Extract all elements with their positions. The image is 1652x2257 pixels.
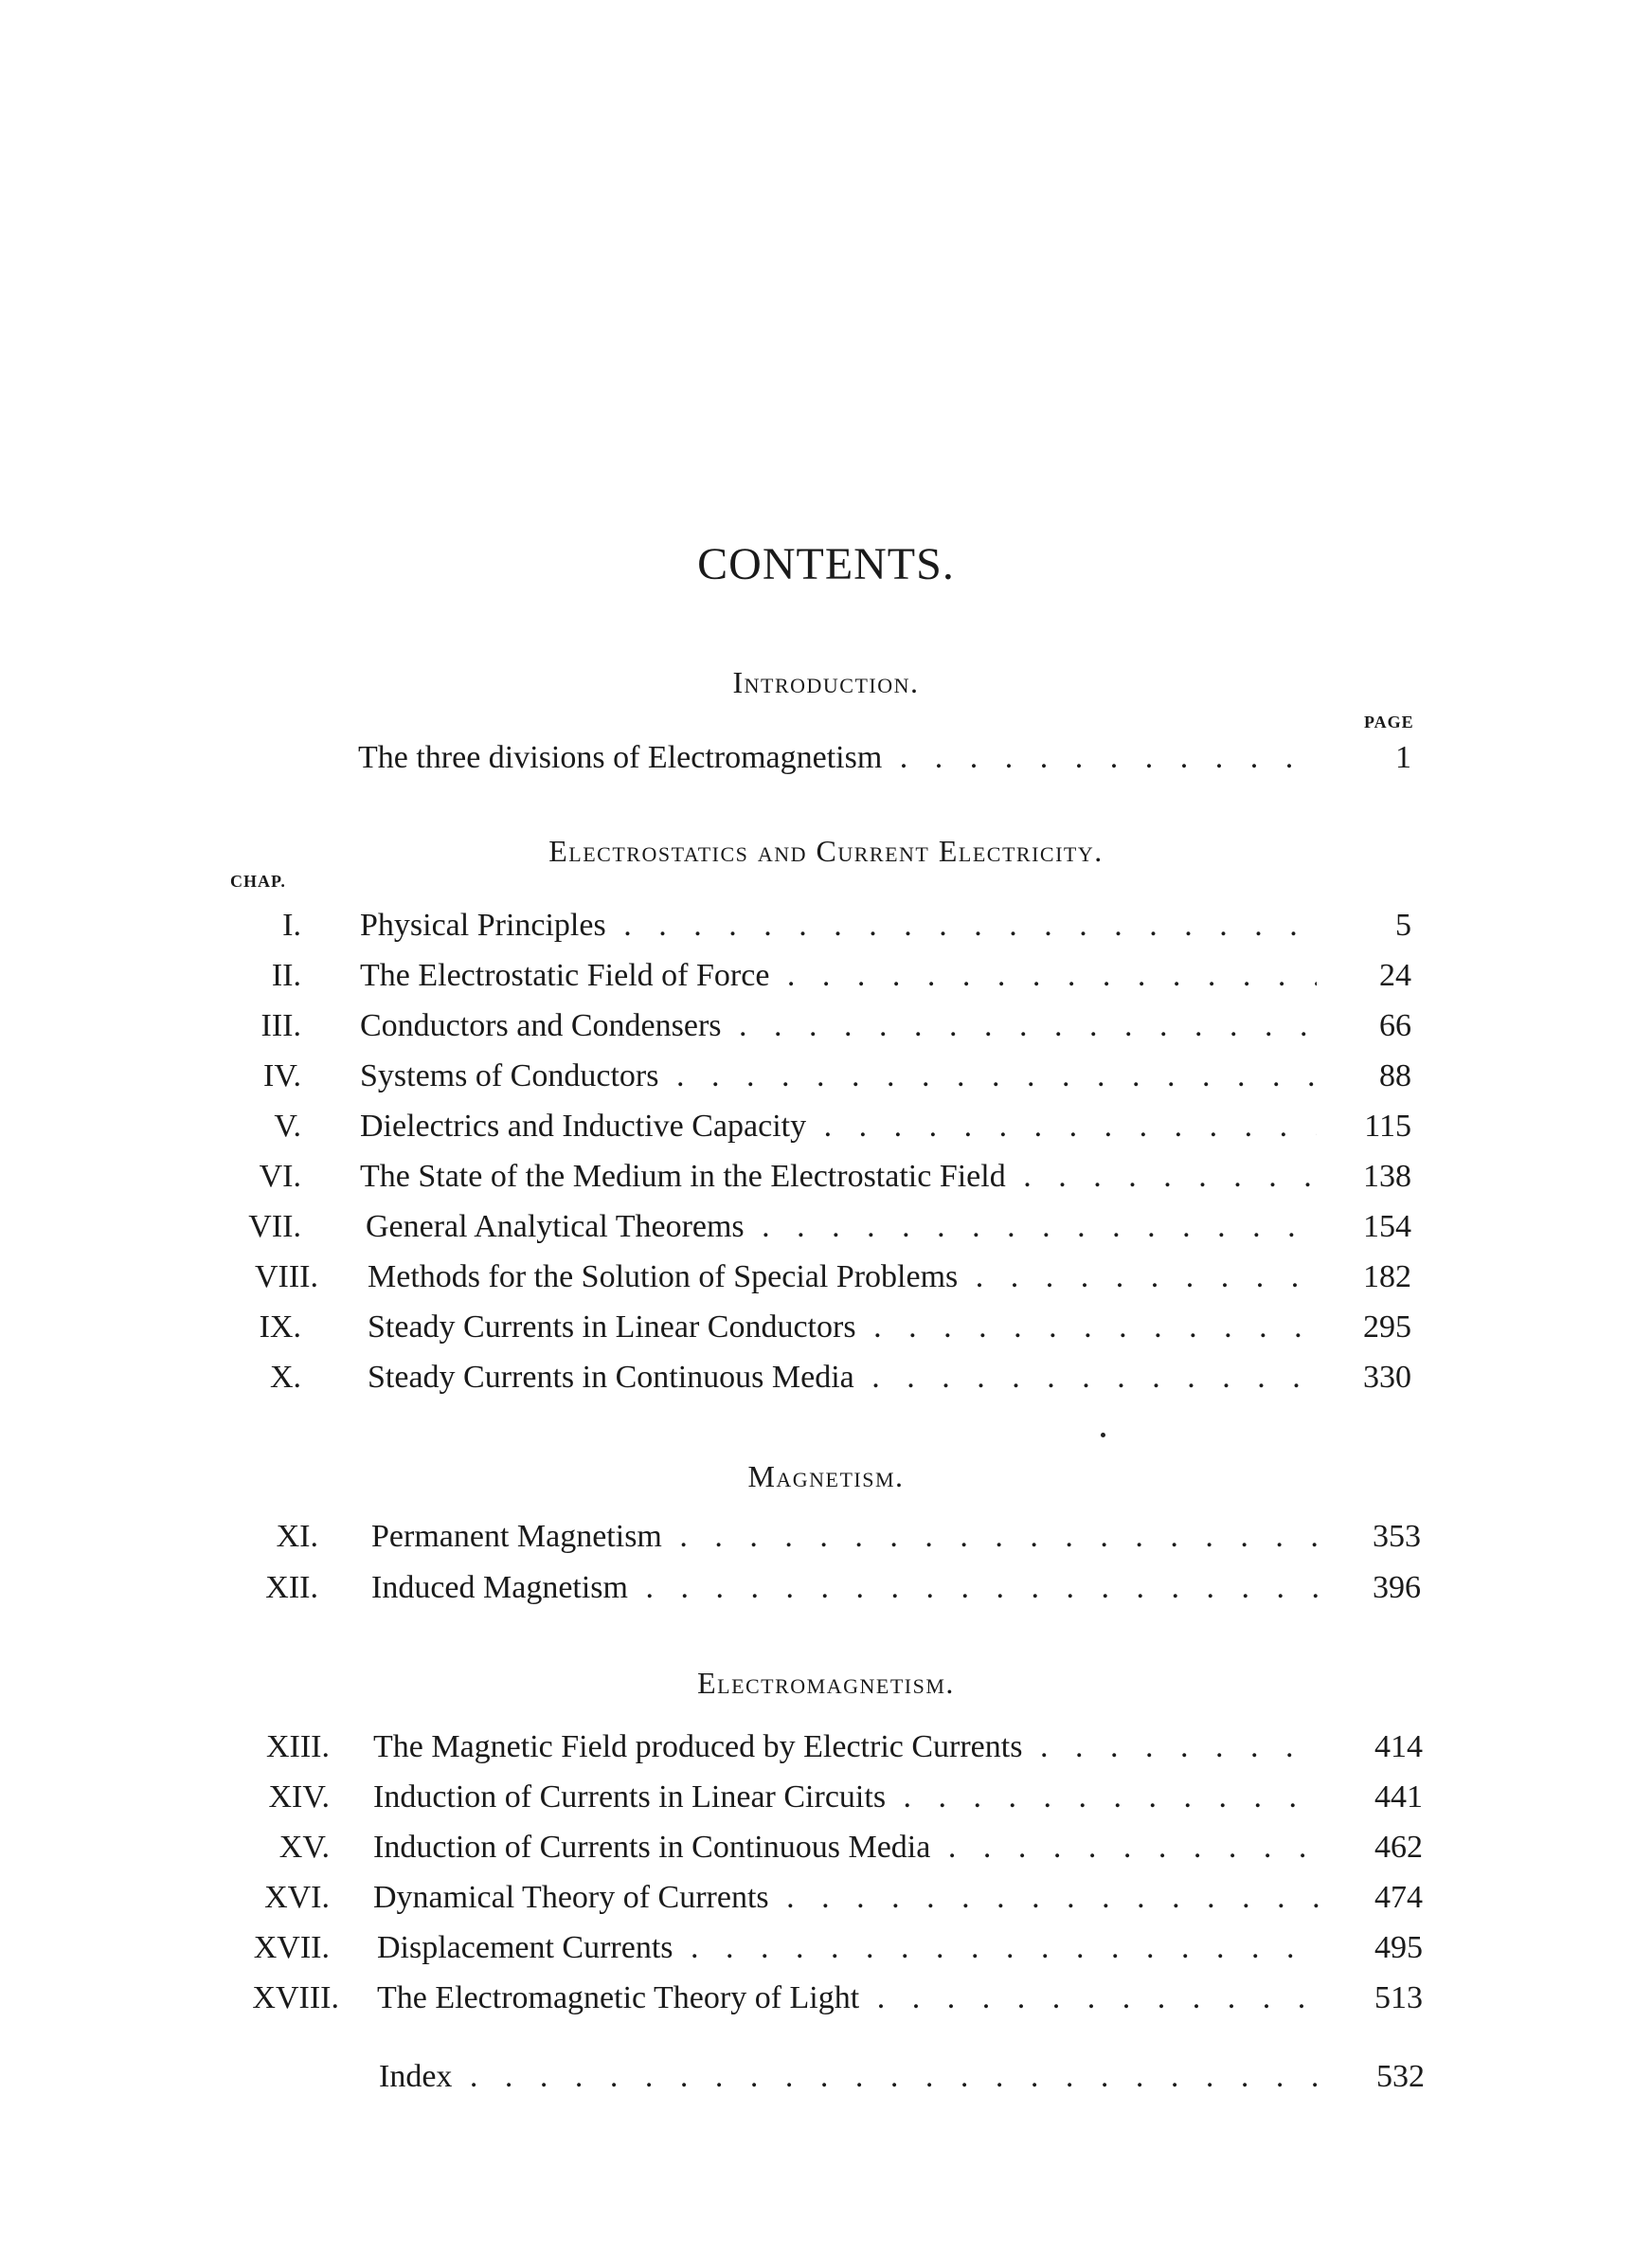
entry-title: Methods for the Solution of Special Problems . . <box>368 1253 1317 1302</box>
section-heading-electromagnetism: Electromagnetism. <box>697 1666 955 1700</box>
entry-title: General Analytical Theorems . . <box>366 1202 1317 1252</box>
entry-title: Systems of Conductors . . <box>360 1052 1317 1101</box>
page-column-label: PAGE <box>1364 713 1414 731</box>
entry-title: Induction of Currents in Linear Circuits . . <box>373 1773 1320 1822</box>
entry-page: 24 <box>1379 958 1411 993</box>
toc-entry[interactable] <box>0 1353 1652 1402</box>
chapter-number: IV. <box>263 1058 301 1093</box>
entry-title: The Electromagnetic Theory of Light . . <box>377 1974 1320 2023</box>
entry-title: The three divisions of Electromagnetism . . <box>358 733 1317 783</box>
toc-entry[interactable] <box>0 1152 1652 1201</box>
chapter-number: III. <box>260 1008 301 1043</box>
entry-page: 396 <box>1373 1570 1421 1605</box>
entry-page: 353 <box>1373 1519 1421 1554</box>
index-page: 532 <box>1376 2059 1425 2094</box>
chapter-number: XIV. <box>268 1779 330 1815</box>
entry-page: 441 <box>1374 1779 1423 1815</box>
entry-page: 182 <box>1363 1259 1411 1294</box>
chapter-number: VI. <box>259 1159 301 1194</box>
entry-page: 154 <box>1363 1209 1411 1244</box>
page-title: CONTENTS. <box>697 539 955 589</box>
entry-page: 462 <box>1374 1830 1423 1865</box>
chapter-number: XII. <box>265 1570 318 1605</box>
toc-entry[interactable] <box>0 1253 1652 1302</box>
toc-entry[interactable] <box>0 1002 1652 1051</box>
entry-title: The Electrostatic Field of Force . . <box>360 951 1317 1001</box>
entry-title: Induction of Currents in Continuous Media . . <box>373 1823 1320 1872</box>
entry-page: 513 <box>1374 1980 1423 2015</box>
toc-entry[interactable] <box>0 1512 1652 1562</box>
chapter-number: XV. <box>278 1830 330 1865</box>
entry-title: The Magnetic Field produced by Electric Currents . . <box>373 1723 1320 1772</box>
entry-title: Induced Magnetism . . <box>371 1563 1319 1613</box>
entry-title: Dynamical Theory of Currents . . <box>373 1873 1320 1923</box>
toc-entry[interactable] <box>0 1202 1652 1252</box>
entry-title: Displacement Currents . . <box>377 1923 1320 1973</box>
entry-page: 495 <box>1374 1930 1423 1965</box>
entry-page: 138 <box>1363 1159 1411 1194</box>
entry-page: 330 <box>1363 1360 1411 1395</box>
entry-page: 66 <box>1379 1008 1411 1043</box>
entry-title: Physical Principles . . <box>360 901 1317 950</box>
chapter-number: XVI. <box>264 1880 330 1915</box>
toc-entry[interactable] <box>0 1873 1652 1923</box>
toc-entry[interactable] <box>0 1773 1652 1822</box>
toc-entry[interactable] <box>0 901 1652 950</box>
chapter-number: I. <box>282 908 301 943</box>
toc-entry[interactable] <box>0 1723 1652 1772</box>
chapter-number: XVIII. <box>252 1980 339 2015</box>
chapter-number: XI. <box>276 1519 318 1554</box>
section-heading-introduction: Introduction. <box>732 665 920 699</box>
toc-entry[interactable] <box>0 1974 1652 2023</box>
chapter-number: VIII. <box>254 1259 318 1294</box>
chapter-number: VII. <box>248 1209 301 1244</box>
toc-entry[interactable] <box>0 1052 1652 1101</box>
toc-entry-index[interactable] <box>0 2052 1652 2102</box>
toc-entry[interactable] <box>0 1563 1652 1613</box>
section-heading-magnetism: Magnetism. <box>747 1459 905 1493</box>
entry-title: Permanent Magnetism . . <box>371 1512 1319 1562</box>
entry-page: 474 <box>1374 1880 1423 1915</box>
chapter-number: X. <box>269 1360 301 1395</box>
toc-entry[interactable] <box>0 1303 1652 1352</box>
chap-column-label: CHAP. <box>230 872 286 891</box>
entry-page: 295 <box>1363 1309 1411 1345</box>
toc-entry[interactable] <box>0 1102 1652 1151</box>
entry-title: Steady Currents in Linear Conductors . . <box>368 1303 1317 1352</box>
chapter-number: V. <box>274 1109 301 1144</box>
entry-page: 88 <box>1379 1058 1411 1093</box>
toc-entry[interactable] <box>0 951 1652 1001</box>
entry-title: Conductors and Condensers . . <box>360 1002 1317 1051</box>
toc-entry[interactable] <box>0 733 1652 783</box>
entry-title: Steady Currents in Continuous Media . . <box>368 1353 1317 1402</box>
section-heading-electrostatics: Electrostatics and Current Electricity. <box>548 834 1104 868</box>
toc-entry[interactable] <box>0 1823 1652 1872</box>
stray-dot <box>1101 1433 1105 1437</box>
chapter-number: IX. <box>259 1309 301 1345</box>
entry-page: 414 <box>1374 1729 1423 1764</box>
chapter-number: XVII. <box>253 1930 330 1965</box>
toc-entry[interactable] <box>0 1923 1652 1973</box>
entry-page: 1 <box>1395 740 1411 775</box>
entry-title: Dielectrics and Inductive Capacity . . <box>360 1102 1317 1151</box>
chapter-number: XIII. <box>265 1729 330 1764</box>
chapter-number: II. <box>271 958 301 993</box>
entry-page: 5 <box>1395 908 1411 943</box>
entry-title: The State of the Medium in the Electrostatic Field . . <box>360 1152 1317 1201</box>
entry-page: 115 <box>1364 1109 1411 1144</box>
index-title: Index . . <box>379 2052 1320 2102</box>
